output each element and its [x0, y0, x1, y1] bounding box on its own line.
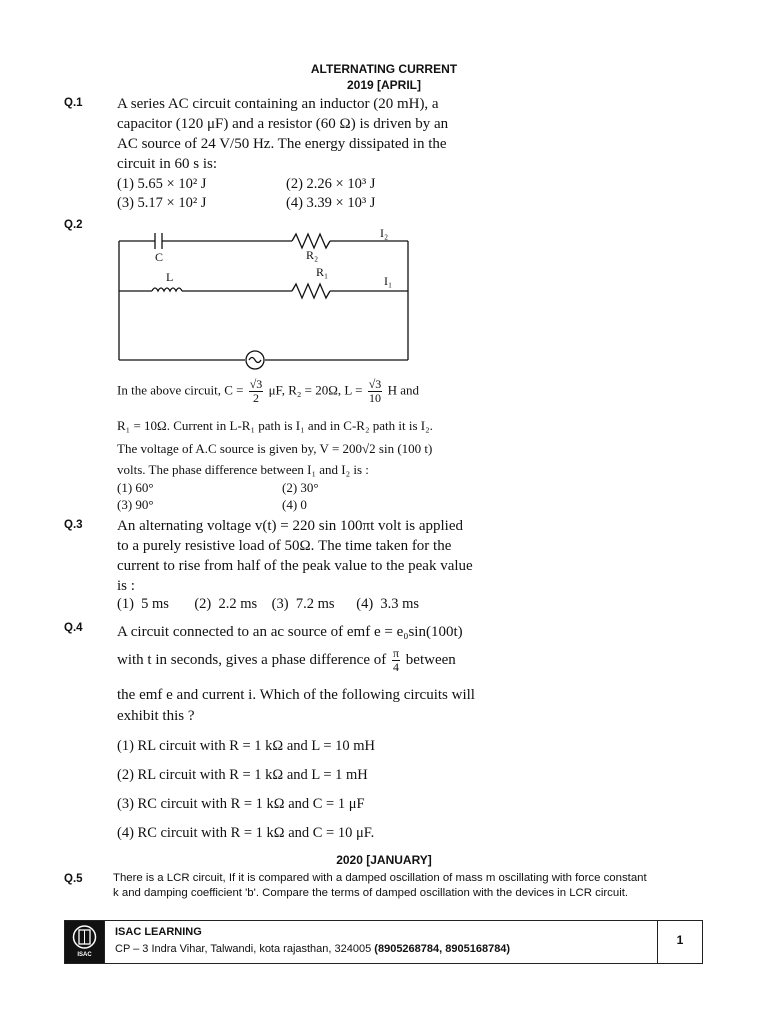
- org-address: [115, 943, 510, 955]
- footer: [64, 920, 703, 964]
- phone-numbers: (8905268784, 8905168784): [374, 943, 511, 955]
- option: (1) RL circuit with R = 1 kΩ and L = 10 mH: [117, 738, 376, 754]
- option: (2) 30°: [282, 480, 319, 495]
- question-line: circuit in 60 s is:: [117, 156, 217, 172]
- option: (3) RC circuit with R = 1 kΩ and C = 1 μF: [117, 796, 365, 812]
- footer-divider: [104, 921, 105, 963]
- question-line: [117, 643, 487, 677]
- text-span: between: [405, 652, 456, 668]
- question-text-line: R₁ = 10Ω. Current in L-R₁ path is I₁ and in C-R₂ path it is I₂.: [117, 418, 433, 433]
- question-line: is :: [117, 578, 135, 594]
- text-span: H and: [387, 382, 419, 398]
- question-line: A series AC circuit containing an inductor (20 mH), a: [117, 96, 439, 112]
- fraction-numerator: π: [392, 646, 400, 661]
- question-line: k and damping coefficient 'b'. Compare the terms of damped oscillation with the devices in LCR circuit.: [113, 887, 629, 899]
- question-text: [113, 871, 713, 901]
- fraction: [392, 647, 400, 674]
- label-c: C: [155, 250, 164, 264]
- page-number: 1: [676, 933, 684, 947]
- question-line: capacitor (120 μF) and a resistor (60 Ω) is driven by an: [117, 116, 449, 132]
- question-text: [117, 94, 477, 174]
- question-text-line: The voltage of A.C source is given by, V = 200√2 sin (100 t): [117, 441, 433, 456]
- question-text: [117, 516, 487, 596]
- text-span: μF, R₂ = 20Ω, L =: [268, 382, 363, 398]
- option: (2) 2.26 × 10³ J: [286, 176, 376, 192]
- fraction-numerator: √3: [368, 377, 382, 391]
- question-line: current to rise from half of the peak value to the peak value: [117, 558, 473, 574]
- label-i2: I₂: [380, 226, 389, 240]
- question-line: AC source of 24 V/50 Hz. The energy dissipated in the: [117, 136, 447, 152]
- label-l: L: [166, 270, 174, 284]
- question-line: exhibit this ?: [117, 708, 195, 724]
- question-number: Q.2: [64, 219, 83, 231]
- question-line: the emf e and current i. Which of the following circuits will: [117, 687, 475, 703]
- fraction: [249, 378, 264, 405]
- question-text-line: [117, 378, 419, 405]
- isac-logo: [65, 921, 104, 963]
- option: (4) 3.39 × 10³ J: [286, 195, 376, 211]
- option: (1) 60°: [117, 480, 154, 495]
- question-line: There is a LCR circuit, If it is compared with a damped oscillation of mass m oscillating with force constant: [113, 872, 647, 884]
- section-heading: 2019 [APRIL]: [346, 78, 422, 92]
- logo-text: ISAC: [77, 952, 92, 958]
- fraction-numerator: √3: [249, 377, 263, 391]
- fraction-denominator: 2: [253, 391, 260, 405]
- option: (1) 5.65 × 10² J: [117, 176, 207, 192]
- label-r2: R₂: [306, 248, 319, 262]
- fraction: [368, 378, 383, 405]
- section-heading: 2020 [JANUARY]: [336, 853, 432, 867]
- option: (3) 90°: [117, 497, 154, 512]
- text-span: In the above circuit, C =: [117, 382, 244, 398]
- question-line: A circuit connected to an ac source of emf e = e₀sin(100t): [117, 624, 463, 640]
- address-text: CP – 3 Indra Vihar, Talwandi, kota rajasthan, 324005: [115, 943, 375, 955]
- question-number: Q.5: [64, 873, 83, 885]
- question-text-line: volts. The phase difference between I₁ and I₂ is :: [117, 462, 369, 477]
- question-number: Q.1: [64, 97, 83, 109]
- options-row: (1) 5 ms (2) 2.2 ms (3) 7.2 ms (4) 3.3 ms: [117, 596, 420, 612]
- question-line: An alternating voltage v(t) = 220 sin 100πt volt is applied: [117, 518, 463, 534]
- fraction-denominator: 4: [393, 660, 400, 675]
- option: (3) 5.17 × 10² J: [117, 195, 207, 211]
- option: (2) RL circuit with R = 1 kΩ and L = 1 mH: [117, 767, 368, 783]
- question-number: Q.3: [64, 519, 83, 531]
- org-name: ISAC LEARNING: [115, 926, 202, 938]
- circuit-diagram: [110, 224, 420, 376]
- text-span: with t in seconds, gives a phase difference of: [117, 652, 387, 668]
- page-title: ALTERNATING CURRENT: [310, 62, 458, 76]
- fraction-denominator: 10: [369, 391, 382, 405]
- label-r1: R₁: [316, 265, 329, 279]
- question-number: Q.4: [64, 622, 83, 634]
- question-line: to a purely resistive load of 50Ω. The time taken for the: [117, 538, 452, 554]
- option: (4) 0: [282, 497, 307, 512]
- label-i1: I₁: [384, 274, 393, 288]
- option: (4) RC circuit with R = 1 kΩ and C = 10 μF.: [117, 825, 375, 841]
